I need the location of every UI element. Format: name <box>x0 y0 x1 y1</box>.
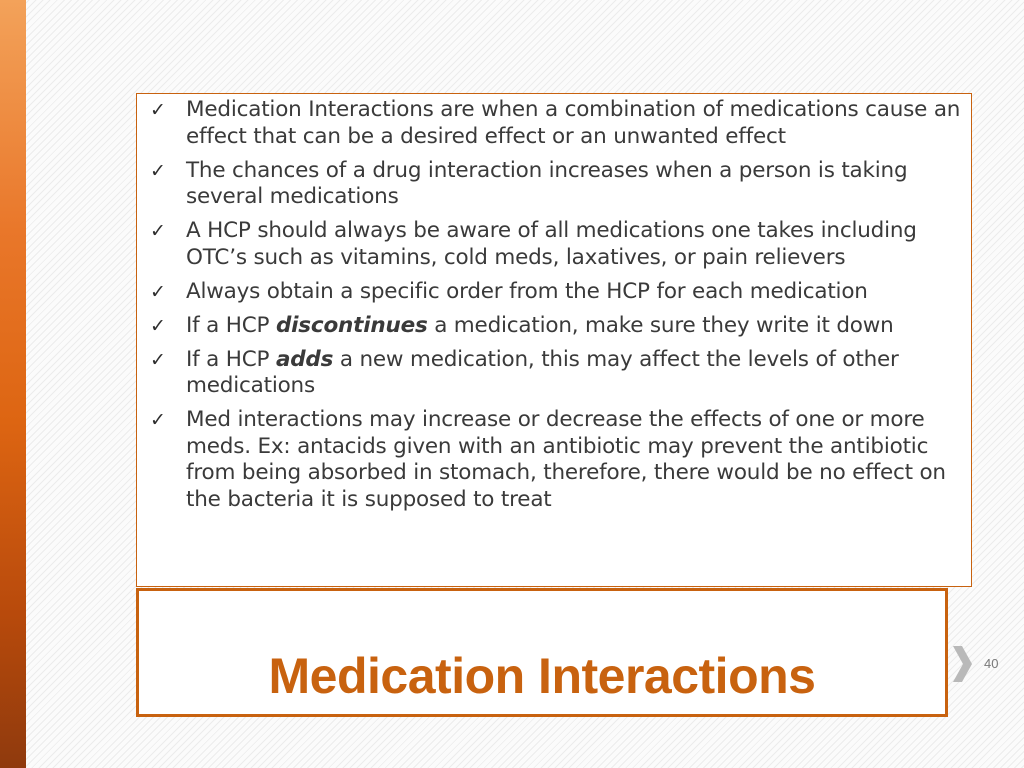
slide-title: Medication Interactions <box>268 648 816 704</box>
bullet-emphasis: adds <box>275 346 334 372</box>
page-number: 40 <box>984 656 999 671</box>
bullet-text: The chances of a drug interaction increases when a person is taking several medications <box>186 157 908 209</box>
bullet-list <box>137 94 971 513</box>
bullet-item <box>137 158 963 211</box>
bullet-item <box>137 347 963 400</box>
checkmark-icon: ✓ <box>150 280 166 303</box>
bullet-item <box>137 313 963 340</box>
bullet-item <box>137 407 963 513</box>
checkmark-icon: ✓ <box>150 314 166 337</box>
bullet-text: Always obtain a specific order from the HCP for each medication <box>186 278 868 304</box>
checkmark-icon: ✓ <box>150 348 166 371</box>
bullet-text: Medication Interactions are when a combination of medications cause an effect that can be a desired effect or an unwanted effect <box>186 97 961 149</box>
title-box <box>136 588 948 717</box>
bullet-text-after: a medication, make sure they write it down <box>427 312 894 338</box>
bullet-text-after: a new medication, this may affect the levels of other medications <box>186 346 899 398</box>
side-accent-bar <box>0 0 26 768</box>
chevron-right-icon[interactable] <box>950 640 974 688</box>
bullet-text-before: If a HCP <box>186 312 276 338</box>
bullet-item <box>137 218 963 271</box>
bullet-emphasis: discontinues <box>275 312 428 338</box>
checkmark-icon: ✓ <box>150 99 166 121</box>
content-box <box>136 93 972 587</box>
checkmark-icon: ✓ <box>150 159 166 182</box>
checkmark-icon: ✓ <box>150 409 166 431</box>
bullet-text-before: If a HCP <box>186 346 276 372</box>
checkmark-icon: ✓ <box>150 220 166 242</box>
bullet-text: A HCP should always be aware of all medications one takes including OTC’s such as vitamins, cold meds, laxatives, or pain relievers <box>186 218 917 270</box>
bullet-item <box>137 279 963 306</box>
bullet-text: Med interactions may increase or decrease the effects of one or more meds. Ex: antacids given with an antibiotic may prevent the antibiotic from being absorbed in stomach, therefore, there would be no effect on the bacteria it is supposed to treat <box>186 407 946 512</box>
bullet-item <box>137 97 963 150</box>
